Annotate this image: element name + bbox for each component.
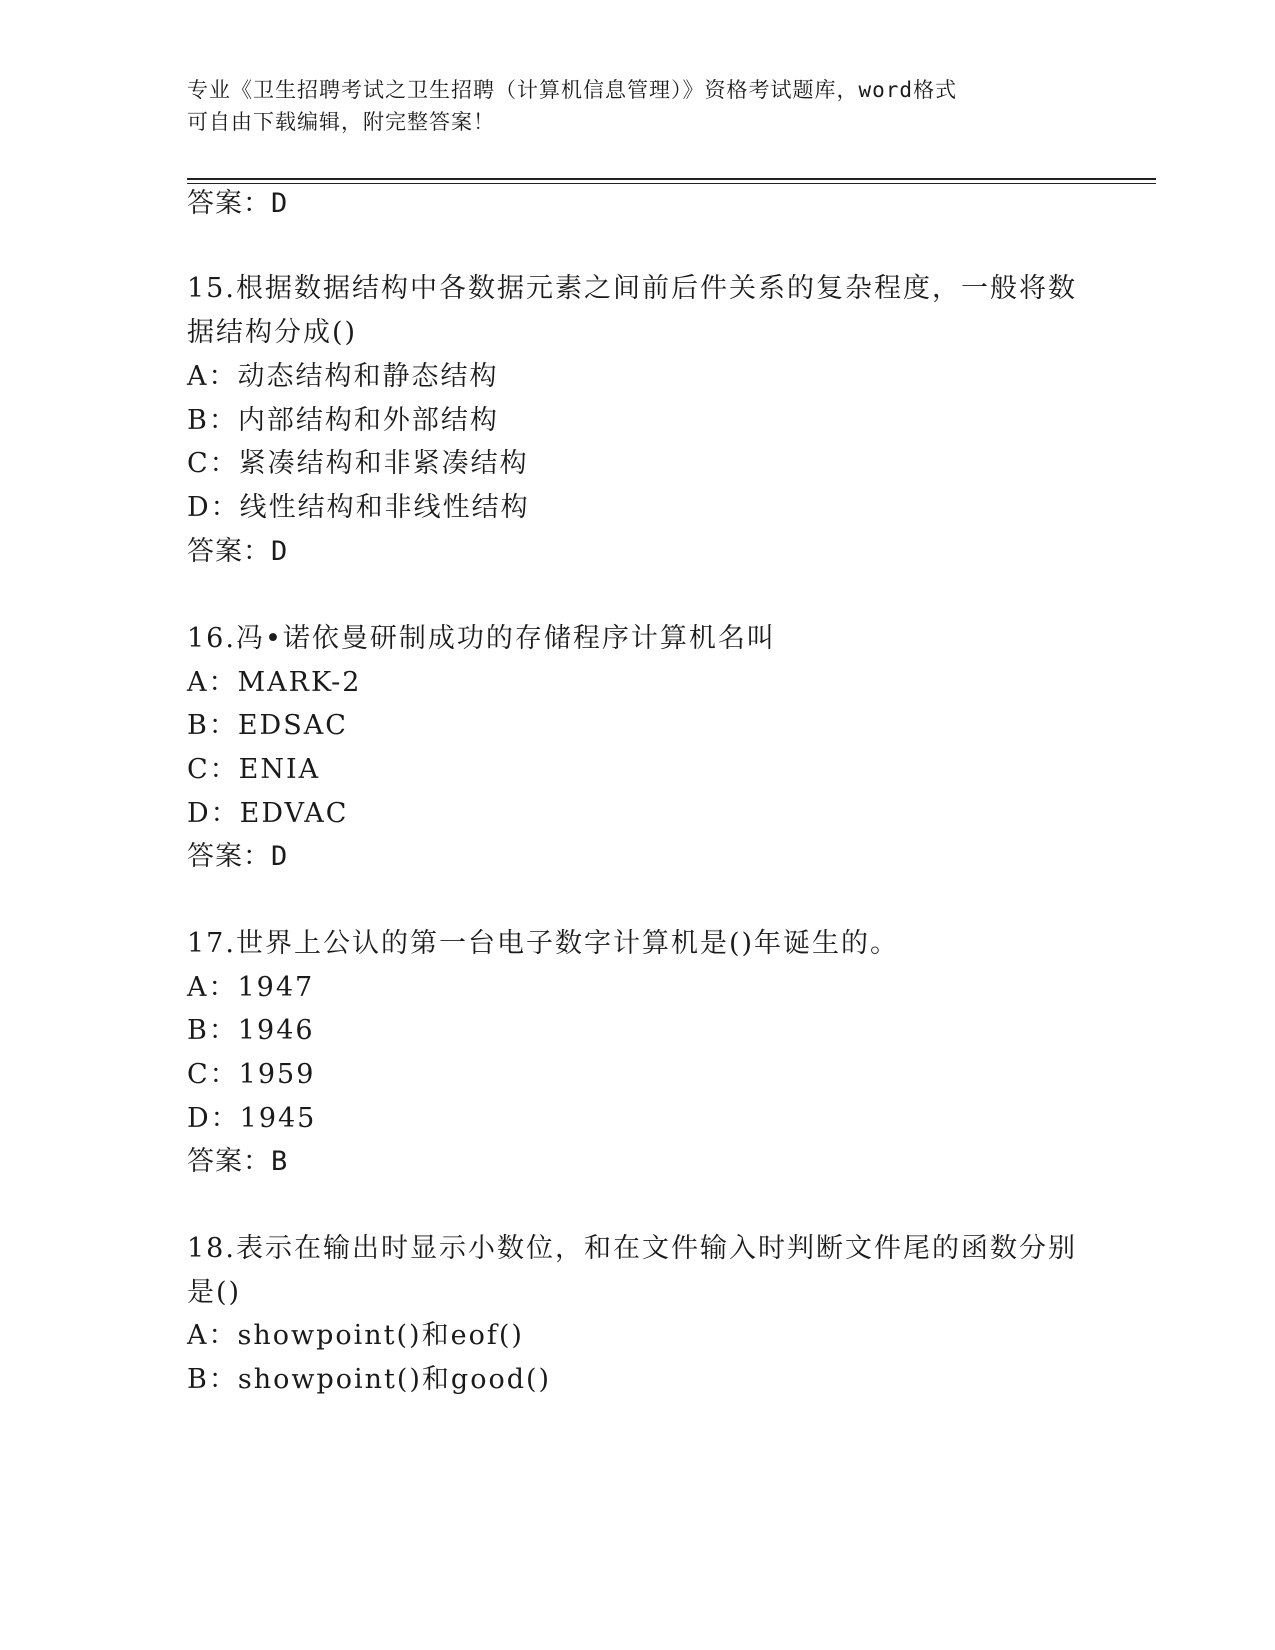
header-divider-thin: [187, 183, 1156, 184]
question-15-option-a: A：动态结构和静态结构: [187, 361, 499, 392]
question-17-option-b: B：1946: [187, 1015, 315, 1046]
question-16-option-a: A：MARK-2: [187, 667, 362, 698]
question-17-option-a: A：1947: [187, 972, 315, 1003]
question-17-option-d: D：1945: [187, 1103, 317, 1134]
question-16-option-c: C：ENIA: [187, 754, 321, 785]
question-17-stem-line-1: 17.世界上公认的第一台电子数字计算机是()年诞生的。: [187, 928, 900, 959]
question-16-stem-line-1: 16.冯•诺依曼研制成功的存储程序计算机名叫: [187, 623, 776, 654]
question-15-answer: 答案：D: [187, 536, 289, 567]
question-16-option-b: B：EDSAC: [187, 710, 348, 741]
answer-line: 答案：D: [187, 188, 289, 219]
question-15-stem-line-2: 据结构分成(): [187, 317, 358, 348]
question-18-stem-line-1: 18.表示在输出时显示小数位，和在文件输入时判断文件尾的函数分别: [187, 1233, 1077, 1264]
question-16-option-d: D：EDVAC: [187, 798, 349, 829]
question-18-option-b: B：showpoint()和good(): [187, 1364, 552, 1395]
question-15-option-c: C：紧凑结构和非紧凑结构: [187, 448, 529, 479]
question-15-stem-line-1: 15.根据数据结构中各数据元素之间前后件关系的复杂程度，一般将数: [187, 273, 1077, 304]
question-16-answer: 答案：D: [187, 841, 289, 872]
page-header: [187, 74, 1087, 138]
header-divider-thick: [187, 178, 1156, 180]
question-18-option-a: A：showpoint()和eof(): [187, 1320, 524, 1351]
question-15-option-b: B：内部结构和外部结构: [187, 405, 499, 436]
question-15-option-d: D：线性结构和非线性结构: [187, 492, 530, 523]
question-18-stem-line-2: 是(): [187, 1277, 242, 1308]
question-17-option-c: C：1959: [187, 1059, 316, 1090]
header-line-1: 专业《卫生招聘考试之卫生招聘（计算机信息管理）》资格考试题库，word格式: [187, 78, 958, 102]
header-line-2: 可自由下载编辑，附完整答案！: [187, 110, 495, 134]
question-17-answer: 答案：B: [187, 1146, 289, 1177]
